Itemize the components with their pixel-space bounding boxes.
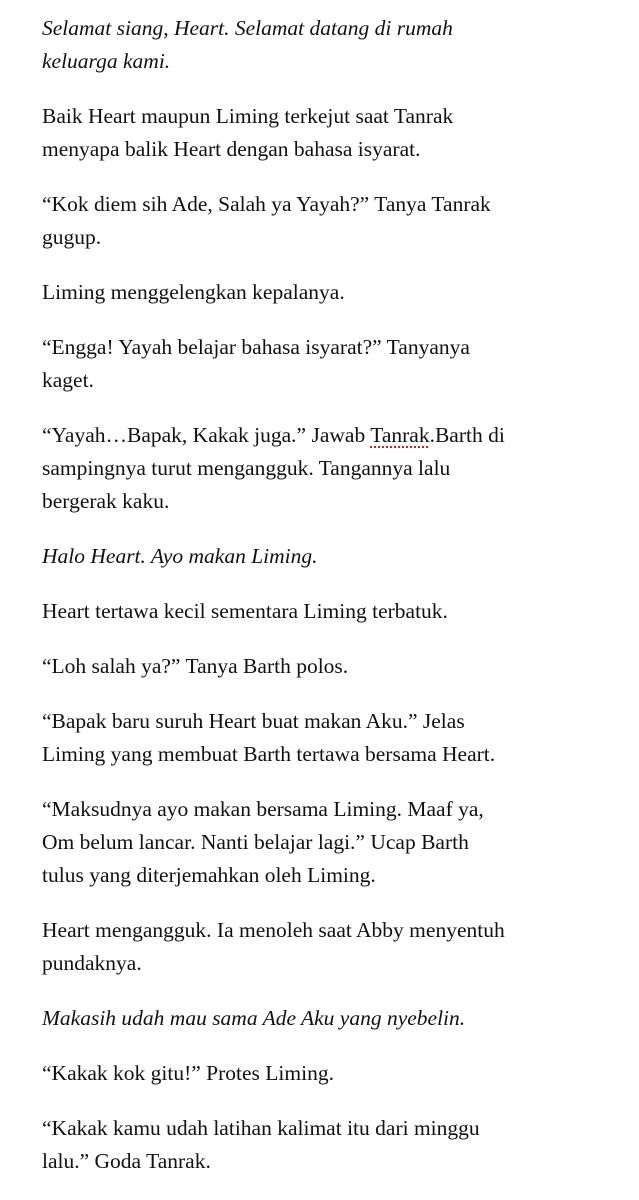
paragraph: “Kakak kok gitu!” Protes Liming. bbox=[42, 1061, 334, 1085]
paragraph-greeting: Selamat siang, Heart. Selamat datang di rumah keluarga kami. bbox=[42, 16, 453, 73]
paragraph: “Kok diem sih Ade, Salah ya Yayah?” Tanya Tanrak gugup. bbox=[42, 192, 491, 249]
paragraph-signed: Halo Heart. Ayo makan Liming. bbox=[42, 544, 318, 568]
paragraph: Heart mengangguk. Ia menoleh saat Abby menyentuh pundaknya. bbox=[42, 918, 505, 975]
paragraph-text-after: .Barth di sampingnya turut mengangguk. Tangannya lalu bergerak kaku. bbox=[42, 423, 505, 513]
paragraph: Liming menggelengkan kepalanya. bbox=[42, 280, 345, 304]
paragraph: “Bapak baru suruh Heart buat makan Aku.” Jelas Liming yang membuat Barth tertawa bersama Heart. bbox=[42, 709, 496, 766]
paragraph: “Kakak kamu udah latihan kalimat itu dari minggu lalu.” Goda Tanrak. bbox=[42, 1116, 480, 1173]
paragraph: Baik Heart maupun Liming terkejut saat Tanrak menyapa balik Heart dengan bahasa isyarat. bbox=[42, 104, 454, 161]
spellcheck-underlined-word[interactable]: Tanrak bbox=[370, 423, 430, 447]
paragraph: Heart tertawa kecil sementara Liming terbatuk. bbox=[42, 599, 448, 623]
paragraph-with-spellcheck bbox=[42, 419, 619, 518]
paragraph: “Engga! Yayah belajar bahasa isyarat?” Tanyanya kaget. bbox=[42, 335, 470, 392]
paragraph-signed: Makasih udah mau sama Ade Aku yang nyebelin. bbox=[42, 1006, 466, 1030]
paragraph: “Loh salah ya?” Tanya Barth polos. bbox=[42, 654, 349, 678]
paragraph: “Maksudnya ayo makan bersama Liming. Maaf ya, Om belum lancar. Nanti belajar lagi.” Ucap Barth tulus yang diterjemahkan oleh Liming. bbox=[42, 797, 484, 887]
paragraph-text-before: “Yayah…Bapak, Kakak juga.” Jawab bbox=[42, 423, 371, 447]
